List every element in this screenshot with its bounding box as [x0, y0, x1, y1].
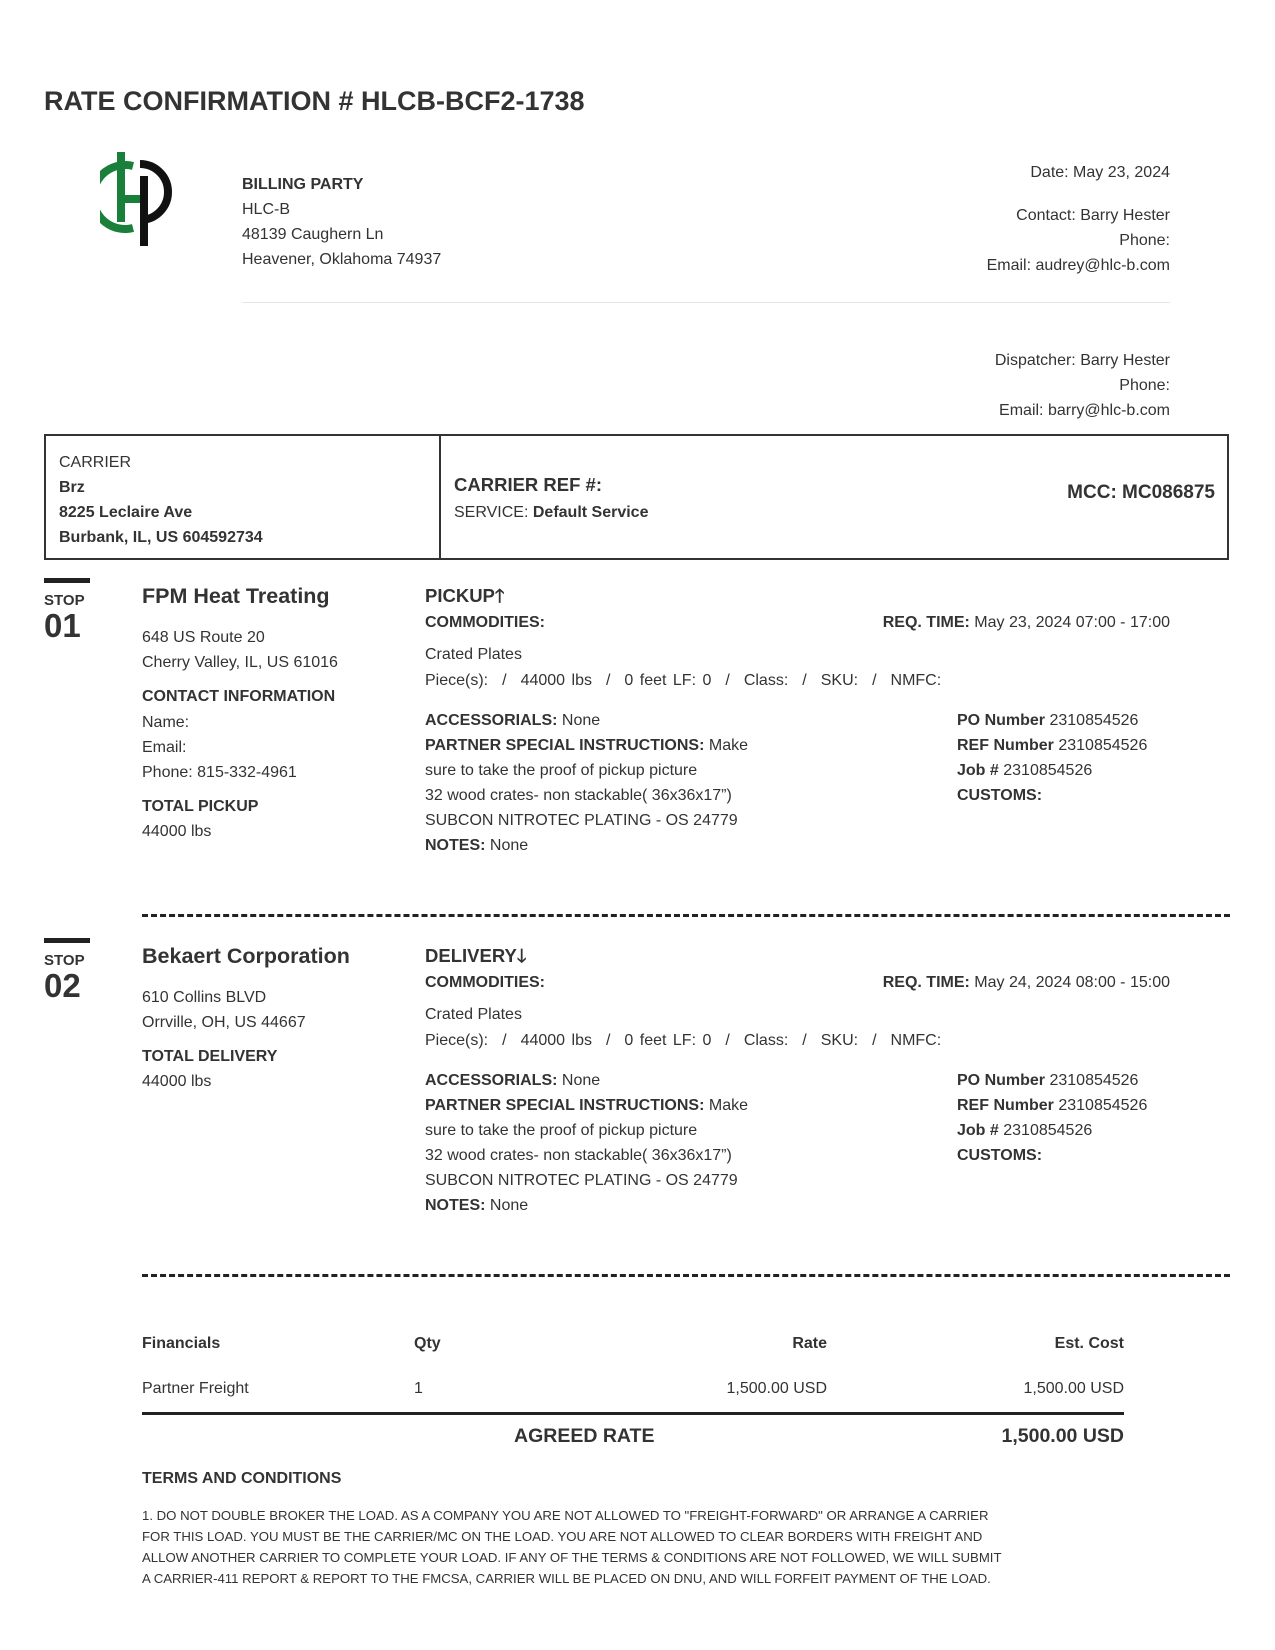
billing-address-2: Heavener, Oklahoma 74937: [242, 251, 442, 268]
financials-header: Financials: [142, 1335, 221, 1352]
customs-label: CUSTOMS:: [957, 1147, 1043, 1164]
instructions-line-1: Make: [708, 737, 748, 754]
service-value: Default Service: [532, 504, 649, 521]
instructions-line-3: 32 wood crates- non stackable( 36x36x17”): [425, 1147, 732, 1164]
stop-contact-phone: Phone: 815-332-4961: [142, 764, 297, 781]
carrier-label: CARRIER: [59, 454, 132, 471]
notes-label: NOTES:: [425, 837, 486, 854]
req-time: [883, 974, 1170, 992]
notes-value: None: [489, 1197, 529, 1214]
instructions: [425, 733, 785, 758]
customs: [957, 1143, 1147, 1168]
ref-number: [957, 733, 1147, 758]
notes-label: NOTES:: [425, 1197, 486, 1214]
req-time-label: REQ. TIME:: [882, 614, 970, 631]
notes: [425, 1193, 785, 1218]
job-value: 2310854526: [1003, 762, 1093, 779]
contact-info: [987, 160, 1170, 278]
customs: [957, 783, 1147, 808]
length: 0 feet LF: 0: [624, 1032, 712, 1049]
instructions-line-3: 32 wood crates- non stackable( 36x36x17”): [425, 787, 732, 804]
po-value: 2310854526: [1049, 1072, 1139, 1089]
carrier-address-1: 8225 Leclaire Ave: [59, 504, 193, 521]
stop-name: Bekaert Corporation: [142, 944, 350, 968]
job-label: Job #: [957, 1122, 999, 1139]
line-item-qty: 1: [414, 1380, 423, 1397]
customs-label: CUSTOMS:: [957, 787, 1043, 804]
dashed-divider: [142, 1274, 1230, 1277]
instructions: [425, 1093, 785, 1118]
pieces-label: Piece(s):: [425, 1032, 489, 1049]
commodities-label: COMMODITIES:: [425, 974, 545, 991]
separator: /: [802, 672, 807, 689]
weight: 44000 lbs: [520, 672, 592, 689]
service-line: [454, 504, 648, 522]
accessorials-value: None: [561, 712, 601, 729]
stop-marker-2: [44, 938, 90, 1003]
sku-label: SKU:: [820, 1032, 859, 1049]
separator: /: [605, 672, 611, 689]
req-time-value: May 24, 2024 08:00 - 15:00: [974, 974, 1170, 991]
job-number: [957, 758, 1147, 783]
terms-line-2: FOR THIS LOAD. YOU MUST BE THE CARRIER/MC ON THE LOAD. YOU ARE NOT ALLOWED TO CLEAR BORDERS WITH FREIGHT AND: [142, 1529, 983, 1544]
terms-heading: TERMS AND CONDITIONS: [142, 1470, 342, 1487]
stop-label: STOP: [44, 592, 85, 609]
accessorials: [425, 708, 785, 733]
stop-name: FPM Heat Treating: [142, 584, 330, 608]
arrow-down-icon: 🡓: [516, 945, 527, 966]
pieces-line: [425, 672, 955, 690]
dispatcher-info: [995, 348, 1170, 423]
terms-line-4: A CARRIER-411 REPORT & REPORT TO THE FMCSA, CARRIER WILL BE PLACED ON DNU, AND WILL FORFEIT PAYMENT OF THE LOAD.: [142, 1571, 991, 1586]
carrier-ref-panel: [441, 436, 1227, 558]
class-label: Class:: [743, 672, 789, 689]
instructions-line-2: sure to take the proof of pickup picture: [425, 762, 698, 779]
nmfc-label: NMFC:: [890, 1032, 942, 1049]
company-logo: [100, 152, 180, 246]
separator: /: [725, 672, 730, 689]
job-value: 2310854526: [1003, 1122, 1093, 1139]
po-number: [957, 708, 1147, 733]
commodities-label: COMMODITIES:: [425, 614, 545, 631]
stop-1-instructions: [425, 708, 785, 858]
billing-address-1: 48139 Caughern Ln: [242, 226, 384, 243]
instructions-line-4: SUBCON NITROTEC PLATING - OS 24779: [425, 812, 738, 829]
po-value: 2310854526: [1049, 712, 1139, 729]
separator: /: [725, 1032, 730, 1049]
po-number: [957, 1068, 1147, 1093]
notes: [425, 833, 785, 858]
stop-address-1: 610 Collins BLVD: [142, 989, 267, 1006]
dispatcher-phone: Phone:: [1119, 377, 1170, 394]
carrier-box: [44, 434, 1229, 560]
total-pickup-value: 44000 lbs: [142, 823, 212, 840]
sku-label: SKU:: [820, 672, 859, 689]
stop-address-2: Cherry Valley, IL, US 61016: [142, 654, 338, 671]
contact-phone: Phone:: [1119, 232, 1170, 249]
length: 0 feet LF: 0: [624, 672, 712, 689]
stop-type: PICKUP: [425, 585, 495, 606]
instructions-label: PARTNER SPECIAL INSTRUCTIONS:: [425, 1097, 705, 1114]
accessorials: [425, 1068, 785, 1093]
stop-number: 01: [44, 607, 81, 644]
rate-header: Rate: [792, 1335, 827, 1352]
stop-2-instructions: [425, 1068, 785, 1218]
total-delivery-value: 44000 lbs: [142, 1073, 212, 1090]
pieces-label: Piece(s):: [425, 672, 489, 689]
stop-label: STOP: [44, 952, 85, 969]
contact-name: Contact: Barry Hester: [1016, 207, 1170, 224]
contact-email: Email: audrey@hlc-b.com: [986, 257, 1170, 274]
stop-1-location: [142, 584, 412, 844]
req-time-label: REQ. TIME:: [882, 974, 970, 991]
job-number: [957, 1118, 1147, 1143]
total-delivery-heading: TOTAL DELIVERY: [142, 1048, 278, 1065]
stop-2-references: [957, 1068, 1147, 1168]
terms-line-1: 1. DO NOT DOUBLE BROKER THE LOAD. AS A COMPANY YOU ARE NOT ALLOWED TO "FREIGHT-FORWARD" OR ARRANGE A CARRIER: [142, 1508, 989, 1523]
separator: /: [502, 1032, 507, 1049]
pieces-line: [425, 1032, 955, 1050]
accessorials-label: ACCESSORIALS:: [425, 712, 558, 729]
stop-2-type: [425, 942, 526, 974]
carrier-ref-label: CARRIER REF #:: [454, 474, 603, 495]
po-label: PO Number: [957, 1072, 1046, 1089]
stop-type: DELIVERY: [425, 945, 517, 966]
notes-value: None: [489, 837, 529, 854]
agreed-rate-label: AGREED RATE: [514, 1425, 655, 1447]
billing-heading: BILLING PARTY: [242, 176, 364, 193]
stop-marker-1: [44, 578, 90, 643]
line-item-cost: 1,500.00 USD: [1023, 1380, 1124, 1397]
separator: /: [605, 1032, 611, 1049]
separator: /: [802, 1032, 807, 1049]
accessorials-value: None: [561, 1072, 601, 1089]
po-label: PO Number: [957, 712, 1046, 729]
carrier-name: Brz: [59, 479, 85, 496]
agreed-rate-value: 1,500.00 USD: [1001, 1425, 1124, 1447]
instructions-line-4: SUBCON NITROTEC PLATING - OS 24779: [425, 1172, 738, 1189]
stop-1-references: [957, 708, 1147, 808]
billing-party: [242, 172, 441, 272]
nmfc-label: NMFC:: [890, 672, 942, 689]
ref-value: 2310854526: [1058, 737, 1148, 754]
hlc-logo-icon: [100, 152, 180, 246]
dashed-divider: [142, 914, 1230, 917]
line-item-name: Partner Freight: [142, 1380, 249, 1397]
accessorials-label: ACCESSORIALS:: [425, 1072, 558, 1089]
commodity-name: Crated Plates: [425, 1006, 522, 1023]
stop-number: 02: [44, 967, 81, 1004]
ref-number: [957, 1093, 1147, 1118]
qty-header: Qty: [414, 1335, 441, 1352]
commodity-name: Crated Plates: [425, 646, 522, 663]
service-label: SERVICE:: [454, 504, 529, 521]
separator: /: [872, 672, 877, 689]
stop-contact-name: Name:: [142, 714, 190, 731]
arrow-up-icon: 🡑: [494, 585, 505, 606]
stop-contact-email: Email:: [142, 739, 187, 756]
contact-info-heading: CONTACT INFORMATION: [142, 688, 336, 705]
stop-bar: [44, 578, 90, 583]
instructions-line-2: sure to take the proof of pickup picture: [425, 1122, 698, 1139]
ref-label: REF Number: [957, 737, 1054, 754]
separator: /: [502, 672, 507, 689]
divider: [242, 302, 1170, 303]
line-item-rate: 1,500.00 USD: [726, 1380, 827, 1397]
instructions-line-1: Make: [708, 1097, 748, 1114]
req-time: [883, 614, 1170, 632]
weight: 44000 lbs: [520, 1032, 592, 1049]
dispatcher-name: Dispatcher: Barry Hester: [994, 352, 1170, 369]
ref-label: REF Number: [957, 1097, 1054, 1114]
instructions-label: PARTNER SPECIAL INSTRUCTIONS:: [425, 737, 705, 754]
ref-value: 2310854526: [1058, 1097, 1148, 1114]
terms-text: [142, 1505, 1132, 1589]
separator: /: [872, 1032, 877, 1049]
total-divider: [142, 1412, 1124, 1415]
stop-bar: [44, 938, 90, 943]
est-cost-header: Est. Cost: [1054, 1335, 1124, 1352]
stop-address-2: Orrville, OH, US 44667: [142, 1014, 306, 1031]
mcc-number: MCC: MC086875: [1067, 482, 1215, 503]
stop-2-location: [142, 944, 412, 1094]
total-pickup-heading: TOTAL PICKUP: [142, 798, 259, 815]
document-date: Date: May 23, 2024: [1030, 164, 1170, 181]
job-label: Job #: [957, 762, 999, 779]
class-label: Class:: [743, 1032, 789, 1049]
terms-line-3: ALLOW ANOTHER CARRIER TO COMPLETE YOUR LOAD. IF ANY OF THE TERMS & CONDITIONS ARE NOT FOLLOWED, WE WILL SUBMIT: [142, 1550, 1002, 1565]
carrier-address-2: Burbank, IL, US 604592734: [59, 529, 263, 546]
billing-name: HLC-B: [242, 201, 291, 218]
req-time-value: May 23, 2024 07:00 - 17:00: [974, 614, 1170, 631]
carrier-details: [46, 436, 441, 558]
page-title: RATE CONFIRMATION # HLCB-BCF2-1738: [44, 86, 585, 116]
stop-address-1: 648 US Route 20: [142, 629, 265, 646]
stop-1-type: [425, 582, 505, 614]
dispatcher-email: Email: barry@hlc-b.com: [999, 402, 1170, 419]
